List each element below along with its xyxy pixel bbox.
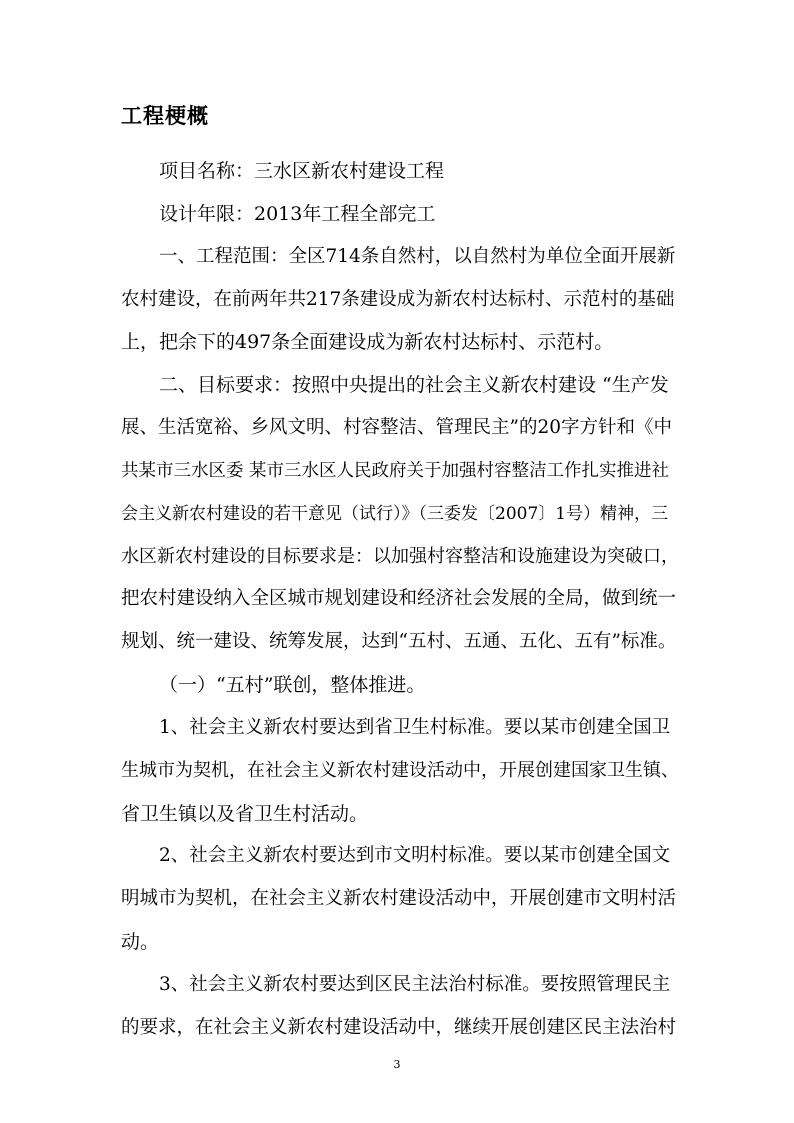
item-3-line: 的要求，在社会主义新农村建设活动中，继续开展创建区民主法治村 <box>121 1017 677 1038</box>
section-heading: 工程梗概 <box>121 104 209 128</box>
item-2-line: 明城市为契机，在社会主义新农村建设活动中，开展创建市文明村活 <box>121 888 677 909</box>
scope-line: 上，把余下的497条全面建设成为新农村达标村、示范村。 <box>121 331 614 353</box>
design-period-line: 设计年限：2013年工程全部完工 <box>159 203 436 225</box>
goals-line: 规划、统一建设、统筹发展，达到“五村、五通、五化、五有”标准。 <box>121 631 677 652</box>
item-2-line: 动。 <box>121 931 160 953</box>
item-1-line: 生城市为契机，在社会主义新农村建设活动中，开展创建国家卫生镇、 <box>121 760 679 781</box>
goals-line: 共某市三水区委 某市三水区人民政府关于加强村容整洁工作扎实推进社 <box>121 461 670 481</box>
sub-heading: （一）“五村”联创，整体推进。 <box>159 674 426 696</box>
goals-line: 把农村建设纳入全区城市规划建设和经济社会发展的全局，做到统一 <box>121 588 677 609</box>
item-1-line: 省卫生镇以及省卫生村活动。 <box>121 803 369 825</box>
item-3-line: 3、社会主义新农村要达到区民主法治村标准。要按照管理民主 <box>159 974 671 995</box>
project-name-line: 项目名称：三水区新农村建设工程 <box>159 160 445 182</box>
item-1-line: 1、社会主义新农村要达到省卫生村标准。要以某市创建全国卫 <box>159 717 671 738</box>
item-2-line: 2、社会主义新农村要达到市文明村标准。要以某市创建全国文 <box>159 845 671 866</box>
goals-line: 二、目标要求：按照中央提出的社会主义新农村建设 “生产发 <box>159 374 669 396</box>
goals-line: 水区新农村建设的目标要求是：以加强村容整洁和设施建设为突破口， <box>121 546 679 567</box>
scope-line: 一、工程范围：全区714条自然村，以自然村为单位全面开展新 <box>159 246 676 267</box>
goals-line: 展、生活宽裕、乡风文明、村容整洁、管理民主”的20字方针和《中 <box>121 417 673 438</box>
page-number: 3 <box>393 1058 401 1071</box>
scope-line: 农村建设，在前两年共217条建设成为新农村达标村、示范村的基础 <box>121 289 675 310</box>
goals-line: 会主义新农村建设的若干意见（试行）》（三委发〔2007〕1号）精神，三 <box>121 504 669 524</box>
